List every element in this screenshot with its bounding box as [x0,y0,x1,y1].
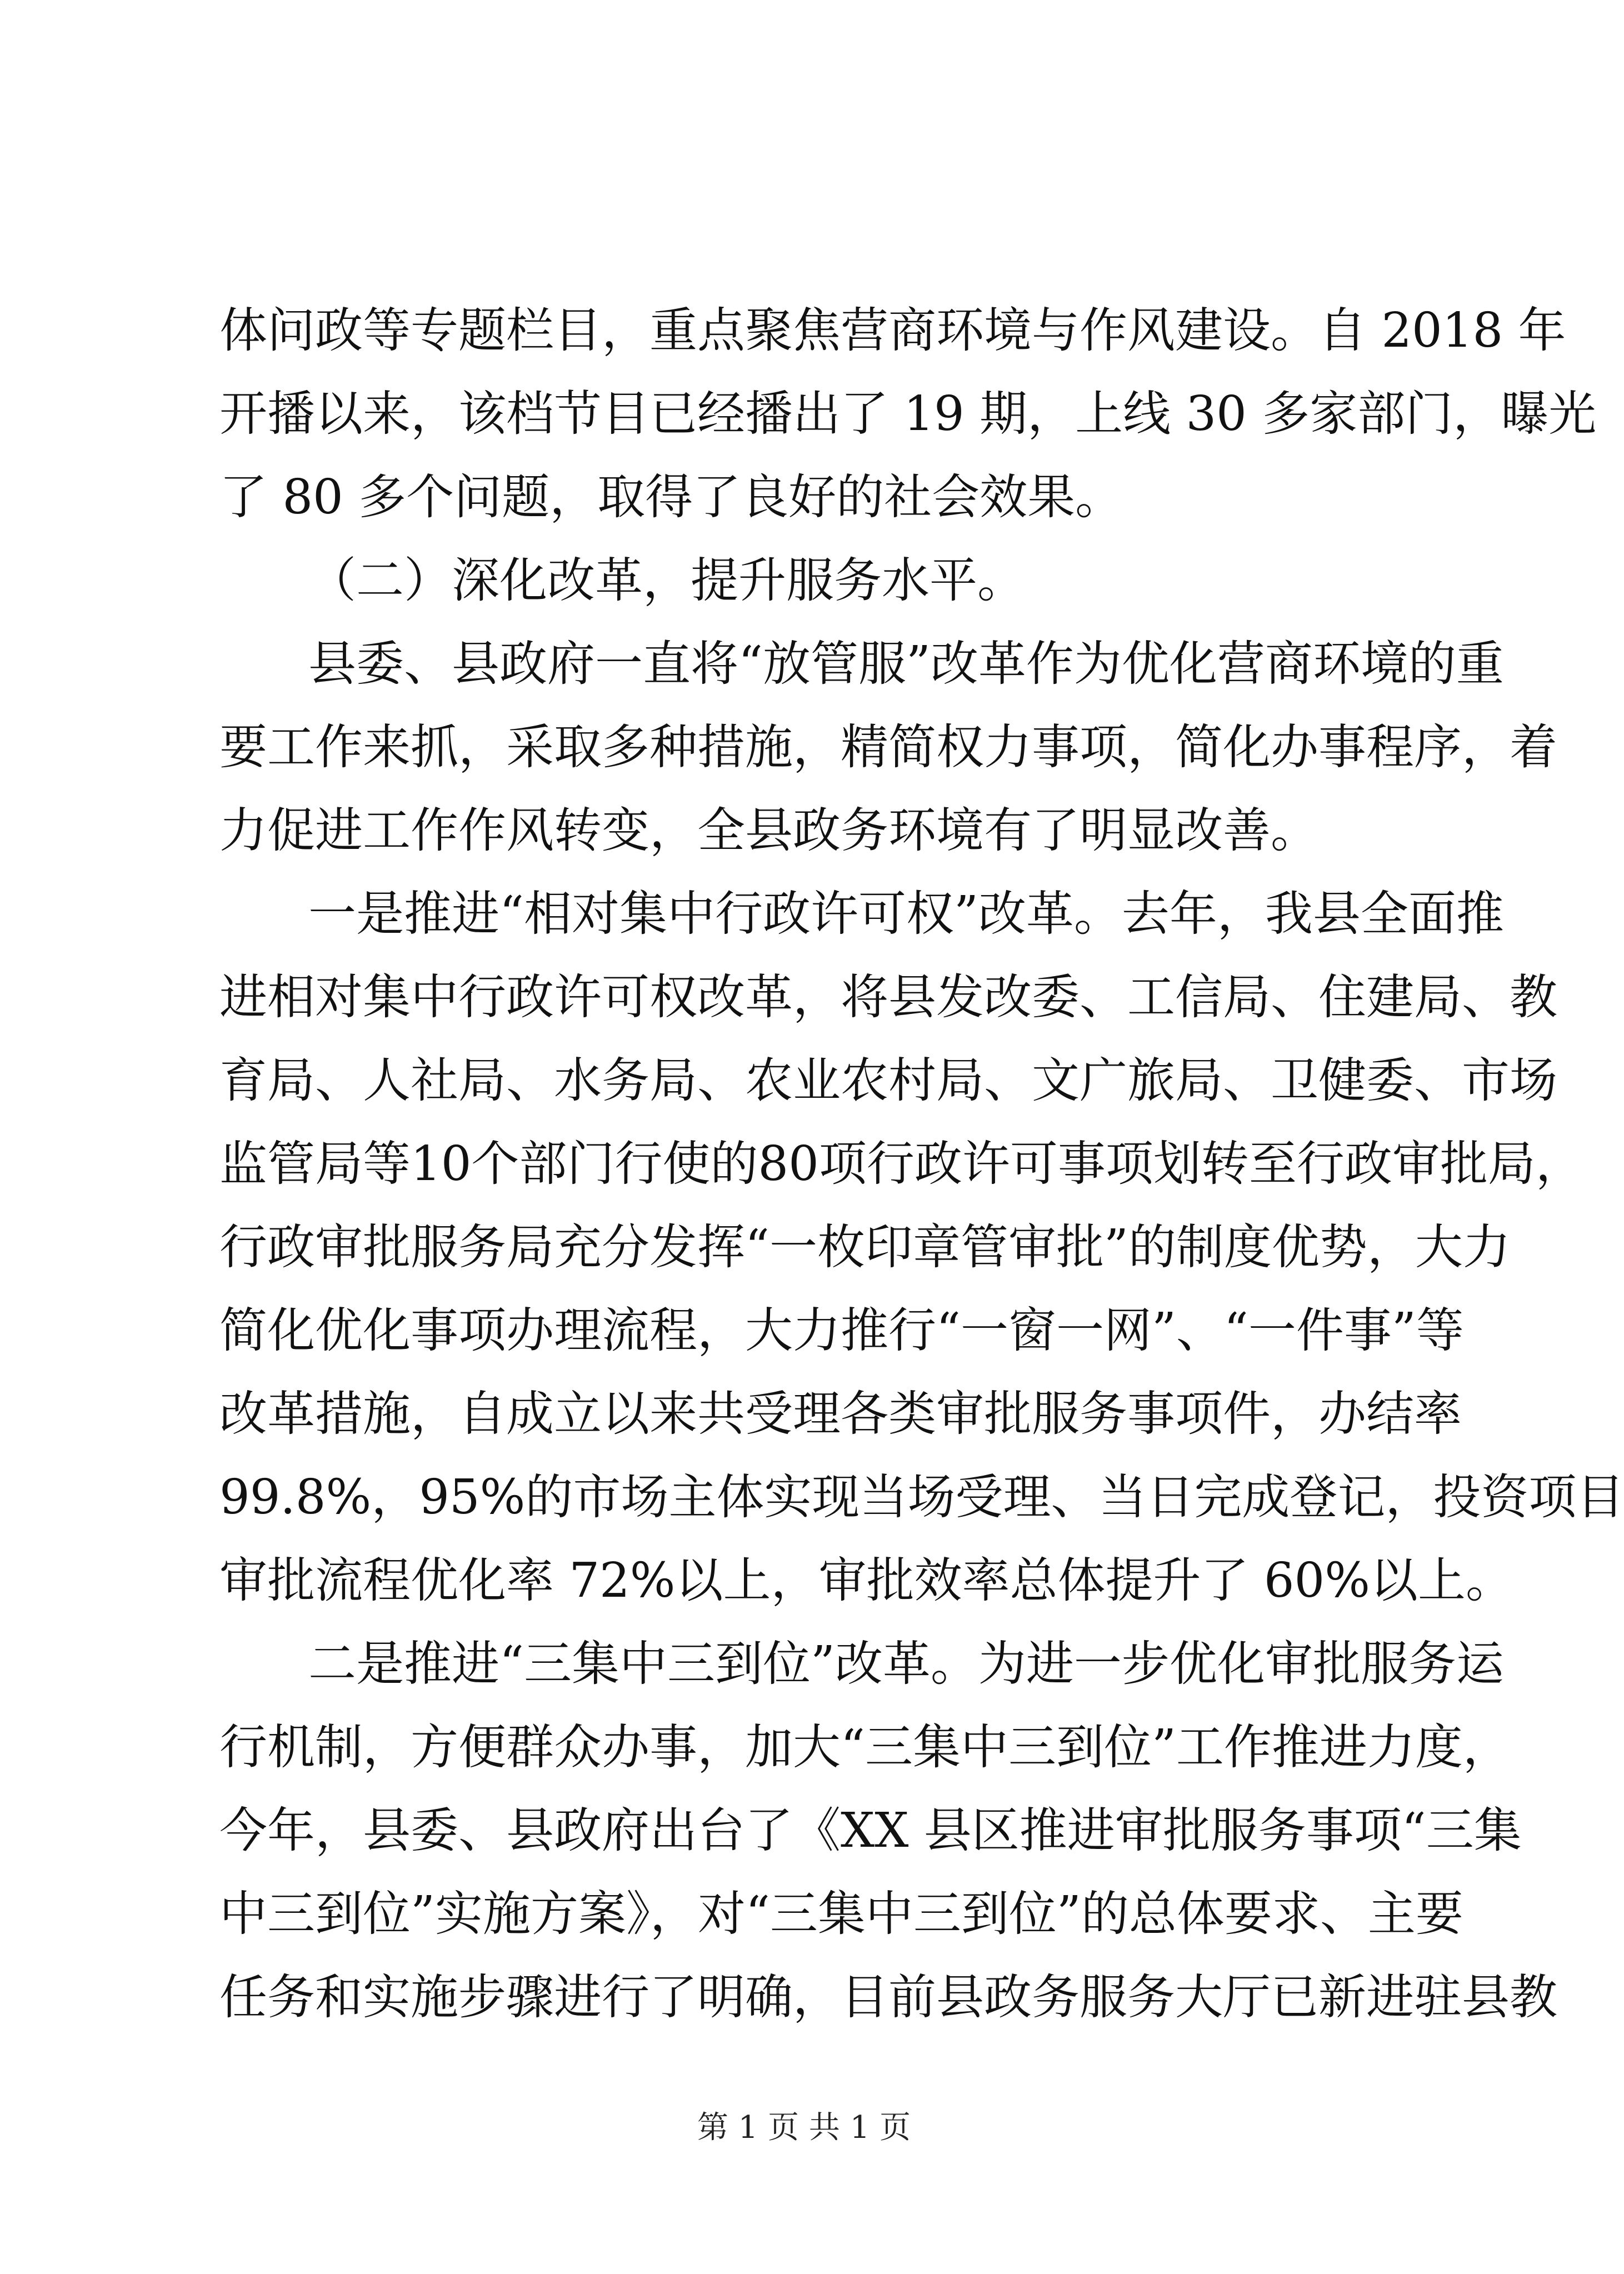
text-line: 力促进工作作风转变，全县政务环境有了明显改善。 [219,803,1318,858]
text-line: 99.8%，95%的市场主体实现当场受理、当日完成登记，投资项目 [219,1470,1624,1525]
text-line: 要工作来抓，采取多种措施，精简权力事项，简化办事程序，着 [219,719,1557,775]
text-line: 育局、人社局、水务局、农业农村局、文广旅局、卫健委、市场 [219,1053,1557,1108]
text-line: 任务和实施步骤进行了明确，目前县政务服务大厅已新进驻县教 [219,1970,1557,2025]
text-line: 了 80 多个问题，取得了良好的社会效果。 [219,469,1123,525]
text-line: 改革措施，自成立以来共受理各类审批服务事项件，办结率 [219,1386,1462,1442]
text-line: 行机制，方便群众办事，加大“三集中三到位”工作推进力度， [219,1720,1511,1775]
page-footer: 第 1 页 共 1 页 [697,2110,911,2146]
text-line: 开播以来，该档节目已经播出了 19 期，上线 30 多家部门，曝光 [219,386,1597,442]
text-line: 体问政等专题栏目，重点聚焦营商环境与作风建设。自 2018 年 [219,303,1566,358]
section-heading: （二）深化改革，提升服务水平。 [308,553,1025,608]
text-line: 中三到位”实施方案》，对“三集中三到位”的总体要求、主要 [219,1886,1463,1942]
text-line: 行政审批服务局充分发挥“一枚印章管审批”的制度优势，大力 [219,1220,1511,1275]
document-body [219,244,1624,2045]
text-line: 今年，县委、县政府出台了《XX 县区推进审批服务事项“三集 [219,1803,1522,1858]
text-line: 进相对集中行政许可权改革，将县发改委、工信局、住建局、教 [219,969,1557,1025]
text-line: 审批流程优化率 72%以上，审批效率总体提升了 60%以上。 [219,1553,1513,1608]
text-line: 县委、县政府一直将“放管服”改革作为优化营商环境的重 [308,636,1504,692]
text-line: 监管局等10个部门行使的80项行政许可事项划转至行政审批局， [219,1136,1583,1192]
text-line: 一是推进“相对集中行政许可权”改革。去年，我县全面推 [308,886,1504,942]
text-line: 二是推进“三集中三到位”改革。为进一步优化审批服务运 [308,1636,1504,1692]
text-line: 简化优化事项办理流程，大力推行“一窗一网”、“一件事”等 [219,1303,1464,1358]
